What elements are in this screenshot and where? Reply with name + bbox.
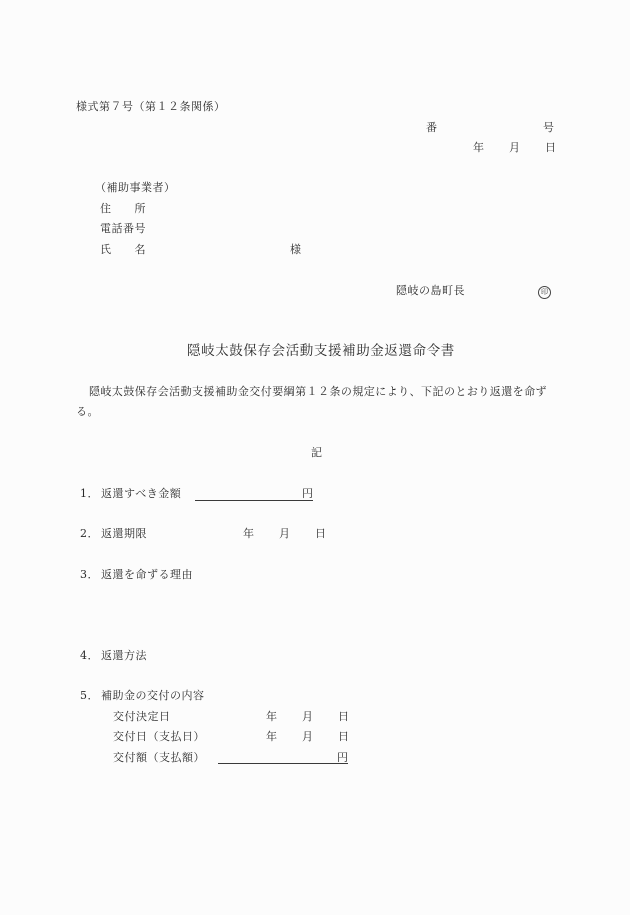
item-2-number: 2． bbox=[80, 527, 99, 540]
decision-day: 日 bbox=[338, 710, 350, 723]
document-title: 隠岐太鼓保存会活動支援補助金返還命令書 bbox=[187, 343, 455, 359]
item-1-label: 返還すべき金額 bbox=[101, 487, 182, 500]
item-5-number: 5． bbox=[80, 689, 99, 702]
ki-label: 記 bbox=[311, 446, 323, 459]
item-3-label: 返還を命ずる理由 bbox=[101, 568, 193, 581]
return-amount-line bbox=[195, 500, 313, 501]
seal-icon: 印 bbox=[538, 286, 551, 299]
deadline-day: 日 bbox=[315, 527, 327, 540]
payment-amount-unit: 円 bbox=[337, 751, 349, 764]
issuer-name: 隠岐の島町長 bbox=[396, 284, 465, 297]
name-label: 氏 名 bbox=[100, 243, 146, 256]
decision-year: 年 bbox=[266, 710, 278, 723]
deadline-month: 月 bbox=[279, 527, 291, 540]
form-number: 様式第７号（第１２条関係） bbox=[76, 100, 226, 113]
doc-number-suffix: 号 bbox=[543, 121, 555, 134]
payment-amount-label: 交付額（支払額） bbox=[113, 751, 205, 764]
date-year: 年 bbox=[473, 141, 485, 154]
seal-mark bbox=[538, 285, 551, 299]
phone-label: 電話番号 bbox=[100, 222, 146, 235]
item-4-label: 返還方法 bbox=[101, 649, 147, 662]
item-2-label: 返還期限 bbox=[101, 527, 147, 540]
payment-date-label: 交付日（支払日） bbox=[113, 730, 205, 743]
deadline-year: 年 bbox=[243, 527, 255, 540]
item-1-unit: 円 bbox=[302, 487, 314, 500]
address-label: 住 所 bbox=[100, 202, 146, 215]
recipient-heading: （補助事業者） bbox=[95, 181, 176, 194]
payment-month: 月 bbox=[302, 730, 314, 743]
date-month: 月 bbox=[509, 141, 521, 154]
decision-date-label: 交付決定日 bbox=[113, 710, 171, 723]
payment-year: 年 bbox=[266, 730, 278, 743]
date-day: 日 bbox=[545, 141, 557, 154]
payment-day: 日 bbox=[338, 730, 350, 743]
doc-number-label: 番 bbox=[426, 121, 438, 134]
item-3-number: 3． bbox=[80, 568, 99, 581]
decision-month: 月 bbox=[302, 710, 314, 723]
honorific-sama: 様 bbox=[290, 243, 302, 256]
item-4-number: 4． bbox=[80, 649, 99, 662]
item-5-label: 補助金の交付の内容 bbox=[101, 689, 205, 702]
item-1-number: 1． bbox=[80, 487, 99, 500]
payment-amount-line bbox=[218, 763, 348, 764]
body-text: 隠岐太鼓保存会活動支援補助金交付要綱第１２条の規定により、下記のとおり返還を命ずる。 bbox=[76, 385, 547, 418]
